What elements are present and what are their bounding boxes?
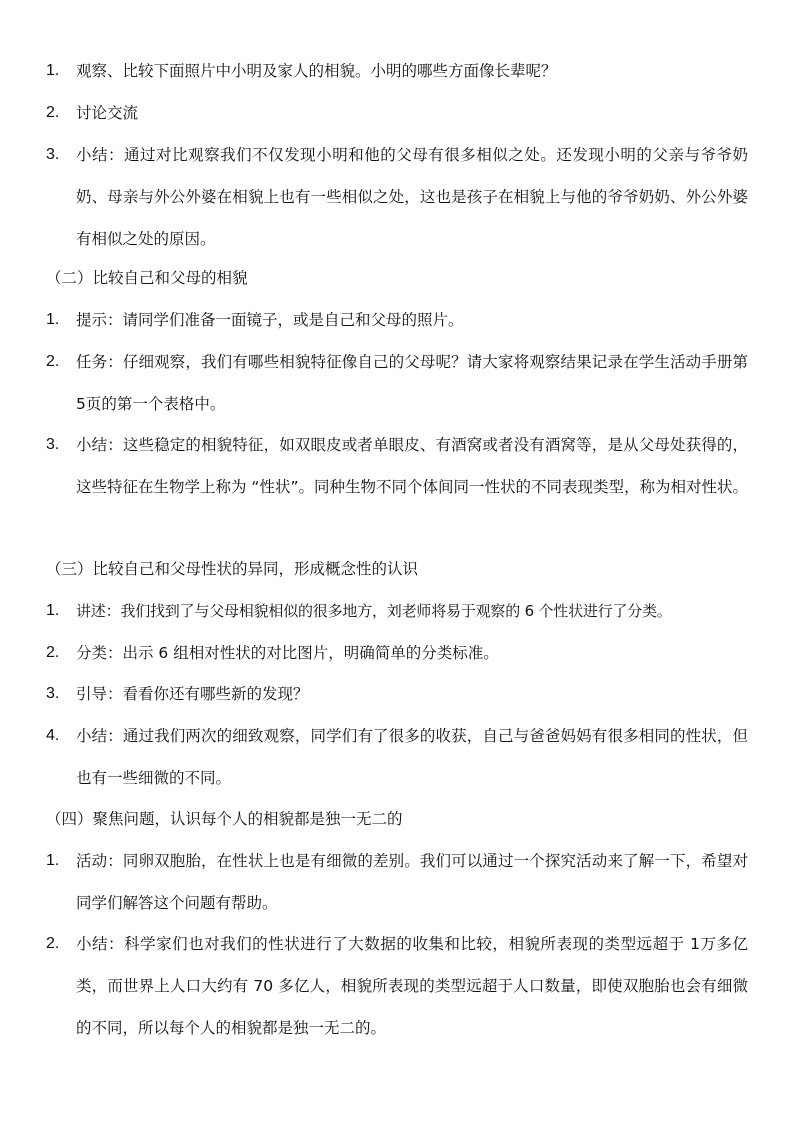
list-text: 活动：同卵双胞胎，在性状上也是有细微的差别。我们可以通过一个探究活动来了解一下，希望对同学们解答这个问题有帮助。 (76, 852, 748, 912)
list-number: 1. (46, 602, 60, 619)
list-number: 4. (46, 727, 60, 744)
list-number: 2. (46, 353, 60, 370)
list-text: 讲述：我们找到了与父母相貌相似的很多地方，刘老师将易于观察的 6 个性状进行了分类。 (76, 602, 672, 620)
list-number: 3. (46, 146, 60, 163)
list-text: 观察、比较下面照片中小明及家人的相貌。小明的哪些方面像长辈呢？ (76, 62, 557, 80)
list-number: 2. (46, 104, 60, 121)
list-number: 2. (46, 935, 60, 952)
list-number: 3. (46, 436, 60, 453)
list-text: 小结：通过我们两次的细致观察，同学们有了很多的收获，自己与爸爸妈妈有很多相同的性状，但也有一些细微的不同。 (76, 727, 748, 787)
list-text: 讨论交流 (76, 104, 139, 122)
list-text: 任务：仔细观察，我们有哪些相貌特征像自己的父母呢？请大家将观察结果记录在学生活动手册第 5页的第一个表格中。 (76, 353, 748, 413)
list-number: 2. (46, 644, 60, 661)
list-text: 提示：请同学们准备一面镜子，或是自己和父母的照片。 (76, 311, 464, 329)
section-heading: （三）比较自己和父母性状的异同，形成概念性的认识 (46, 560, 419, 578)
list-number: 1. (46, 311, 60, 328)
list-text: 小结：通过对比观察我们不仅发现小明和他的父母有很多相似之处。还发现小明的父亲与爷爷奶奶、母亲与外公外婆在相貌上也有一些相似之处，这也是孩子在相貌上与他的爷爷奶奶、外公外婆有相似之处的原因。 (76, 146, 748, 248)
section-heading: （四）聚焦问题，认识每个人的相貌都是独一无二的 (46, 810, 403, 828)
section-heading: （二）比较自己和父母的相貌 (46, 269, 248, 287)
list-text: 小结：这些稳定的相貌特征，如双眼皮或者单眼皮、有酒窝或者没有酒窝等，是从父母处获得的，这些特征在生物学上称为 “性状”。同种生物不同个体间同一性状的不同表现类型，称为相对性状。 (76, 436, 748, 496)
list-text: 引导：看看你还有哪些新的发现？ (76, 685, 309, 703)
list-text: 小结：科学家们也对我们的性状进行了大数据的收集和比较，相貌所表现的类型远超于 1万多亿类，而世界上人口大约有 70 多亿人，相貌所表现的类型远超于人口数量，即使双胞胎也会有细微的不同，所以每个人的相貌都是独一无二的。 (76, 935, 748, 1037)
list-number: 1. (46, 62, 60, 79)
list-number: 3. (46, 685, 60, 702)
list-text: 分类：出示 6 组相对性状的对比图片，明确简单的分类标准。 (76, 644, 499, 662)
list-number: 1. (46, 852, 60, 869)
